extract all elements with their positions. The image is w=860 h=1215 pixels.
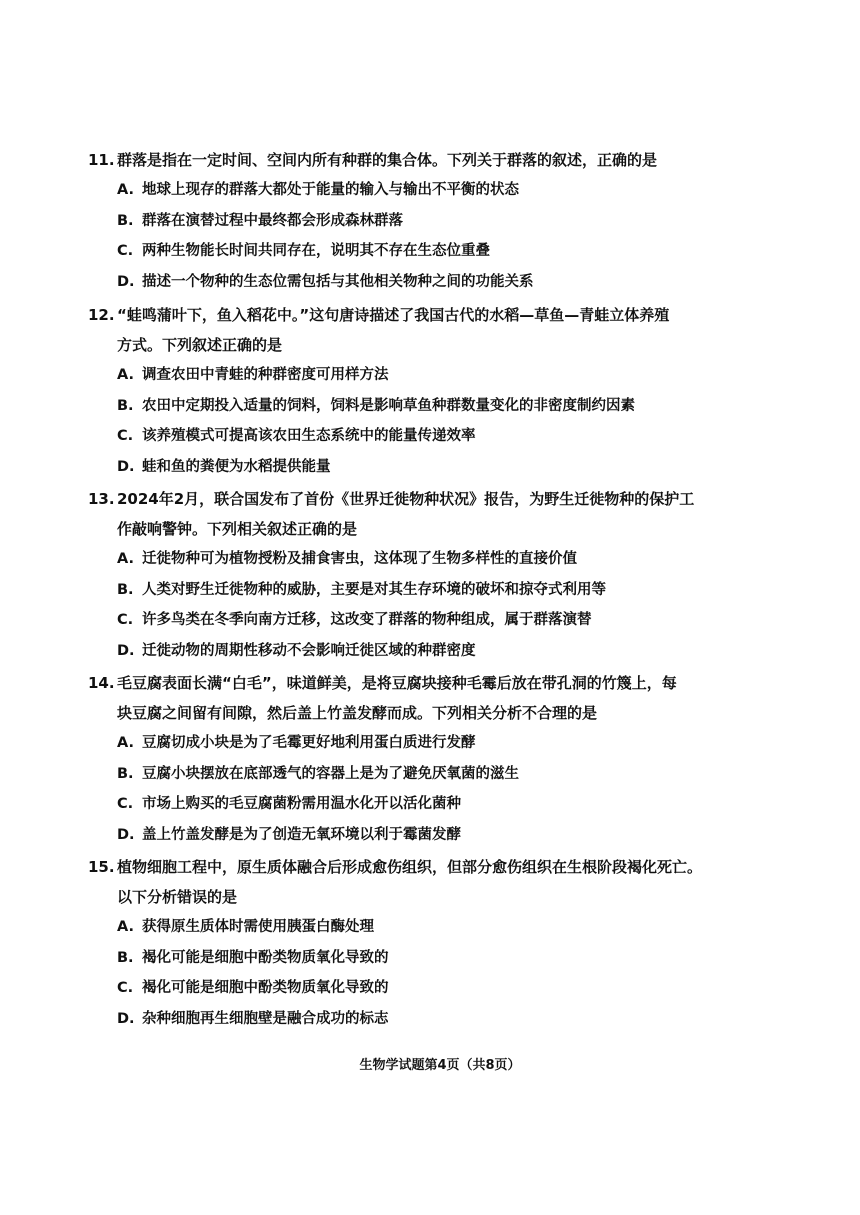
question-13 bbox=[0, 484, 860, 666]
option-letter: A. bbox=[117, 735, 134, 751]
option-a bbox=[0, 912, 860, 943]
page-footer: 生物学试题第4页（共8页） bbox=[359, 1058, 521, 1073]
stem-text-continued: 作敲响警钟。下列相关叙述正确的是 bbox=[117, 520, 358, 538]
option-c bbox=[0, 421, 860, 452]
option-b bbox=[0, 206, 860, 237]
option-d bbox=[0, 1004, 860, 1035]
option-text: 地球上现存的群落大都处于能量的输入与输出不平衡的状态 bbox=[142, 182, 519, 198]
option-text: 杂种细胞再生细胞壁是融合成功的标志 bbox=[142, 1010, 389, 1027]
option-letter: B. bbox=[117, 212, 134, 229]
option-a bbox=[0, 175, 860, 206]
option-text: 两种生物能长时间共同存在，说明其不存在生态位重叠 bbox=[142, 243, 490, 259]
option-d bbox=[0, 452, 860, 483]
option-a bbox=[0, 728, 860, 759]
stem-text: “蛙鸣蒲叶下，鱼入稻花中。”这句唐诗描述了我国古代的水稻—草鱼—青蛙立体养殖 bbox=[117, 306, 670, 324]
option-text: 蛙和鱼的粪便为水稻提供能量 bbox=[142, 458, 331, 475]
option-d bbox=[0, 267, 860, 298]
option-letter: A. bbox=[117, 919, 134, 935]
option-letter: D. bbox=[117, 1010, 135, 1027]
option-c bbox=[0, 789, 860, 820]
question-stem bbox=[0, 852, 860, 912]
stem-text-continued: 方式。下列叙述正确的是 bbox=[117, 336, 283, 354]
option-text: 迁徙物种可为植物授粉及捕食害虫，这体现了生物多样性的直接价值 bbox=[142, 551, 577, 567]
option-letter: B. bbox=[117, 397, 134, 414]
option-text: 褐化可能是细胞中酚类物质氧化导致的 bbox=[142, 949, 389, 966]
option-text: 盖上竹盖发酵是为了创造无氧环境以利于霉菌发酵 bbox=[142, 826, 461, 843]
option-letter: B. bbox=[117, 581, 134, 598]
option-d bbox=[0, 636, 860, 667]
option-letter: D. bbox=[117, 642, 135, 659]
question-stem bbox=[0, 668, 860, 728]
option-text: 市场上购买的毛豆腐菌粉需用温水化开以活化菌种 bbox=[142, 796, 461, 812]
option-letter: D. bbox=[117, 458, 135, 475]
option-letter: C. bbox=[117, 796, 134, 812]
option-text: 调查农田中青蛙的种群密度可用样方法 bbox=[142, 367, 389, 383]
question-number: 12. bbox=[88, 306, 115, 324]
stem-text: 群落是指在一定时间、空间内所有种群的集合体。下列关于群落的叙述，正确的是 bbox=[117, 151, 658, 169]
option-text: 群落在演替过程中最终都会形成森林群落 bbox=[142, 212, 403, 229]
option-b bbox=[0, 943, 860, 974]
option-letter: B. bbox=[117, 765, 134, 782]
question-number: 13. bbox=[88, 490, 115, 508]
option-b bbox=[0, 759, 860, 790]
option-text: 迁徙动物的周期性移动不会影响迁徙区域的种群密度 bbox=[142, 642, 476, 659]
question-11 bbox=[0, 145, 860, 297]
stem-text: 植物细胞工程中，原生质体融合后形成愈伤组织，但部分愈伤组织在生根阶段褐化死亡。 bbox=[117, 858, 703, 876]
option-letter: C. bbox=[117, 428, 134, 444]
option-letter: C. bbox=[117, 980, 134, 996]
option-text: 获得原生质体时需使用胰蛋白酶处理 bbox=[142, 919, 374, 935]
question-stem bbox=[0, 300, 860, 360]
question-15 bbox=[0, 852, 860, 1034]
stem-text-continued: 块豆腐之间留有间隙，然后盖上竹盖发酵而成。下列相关分析不合理的是 bbox=[117, 704, 598, 722]
option-text: 豆腐小块摆放在底部透气的容器上是为了避免厌氧菌的滋生 bbox=[142, 765, 519, 782]
option-c bbox=[0, 973, 860, 1004]
question-number: 15. bbox=[88, 858, 115, 876]
option-text: 褐化可能是细胞中酚类物质氧化导致的 bbox=[142, 980, 389, 996]
option-letter: A. bbox=[117, 182, 134, 198]
option-b bbox=[0, 575, 860, 606]
option-letter: C. bbox=[117, 612, 134, 628]
option-text: 该养殖模式可提高该农田生态系统中的能量传递效率 bbox=[142, 428, 476, 444]
option-letter: D. bbox=[117, 273, 135, 290]
option-c bbox=[0, 605, 860, 636]
option-letter: B. bbox=[117, 949, 134, 966]
question-number: 14. bbox=[88, 674, 115, 692]
stem-text-continued: 以下分析错误的是 bbox=[117, 888, 238, 906]
option-text: 许多鸟类在冬季向南方迁移，这改变了群落的物种组成，属于群落演替 bbox=[142, 612, 592, 628]
question-12 bbox=[0, 300, 860, 482]
option-letter: D. bbox=[117, 826, 135, 843]
question-stem bbox=[0, 484, 860, 544]
option-c bbox=[0, 236, 860, 267]
question-14 bbox=[0, 668, 860, 850]
option-b bbox=[0, 391, 860, 422]
option-text: 人类对野生迁徙物种的威胁，主要是对其生存环境的破坏和掠夺式利用等 bbox=[142, 581, 606, 598]
option-letter: A. bbox=[117, 551, 134, 567]
option-letter: C. bbox=[117, 243, 134, 259]
question-stem bbox=[0, 145, 860, 175]
option-letter: A. bbox=[117, 367, 134, 383]
option-text: 描述一个物种的生态位需包括与其他相关物种之间的功能关系 bbox=[142, 273, 534, 290]
option-text: 农田中定期投入适量的饲料，饲料是影响草鱼种群数量变化的非密度制约因素 bbox=[142, 397, 635, 414]
stem-text: 毛豆腐表面长满“白毛”，味道鲜美，是将豆腐块接种毛霉后放在带孔洞的竹篾上，每 bbox=[117, 674, 677, 692]
option-d bbox=[0, 820, 860, 851]
option-a bbox=[0, 360, 860, 391]
option-a bbox=[0, 544, 860, 575]
stem-text: 2024年2月，联合国发布了首份《世界迁徙物种状况》报告，为野生迁徙物种的保护工 bbox=[117, 490, 695, 508]
option-text: 豆腐切成小块是为了毛霉更好地利用蛋白质进行发酵 bbox=[142, 735, 476, 751]
question-number: 11. bbox=[88, 151, 115, 169]
